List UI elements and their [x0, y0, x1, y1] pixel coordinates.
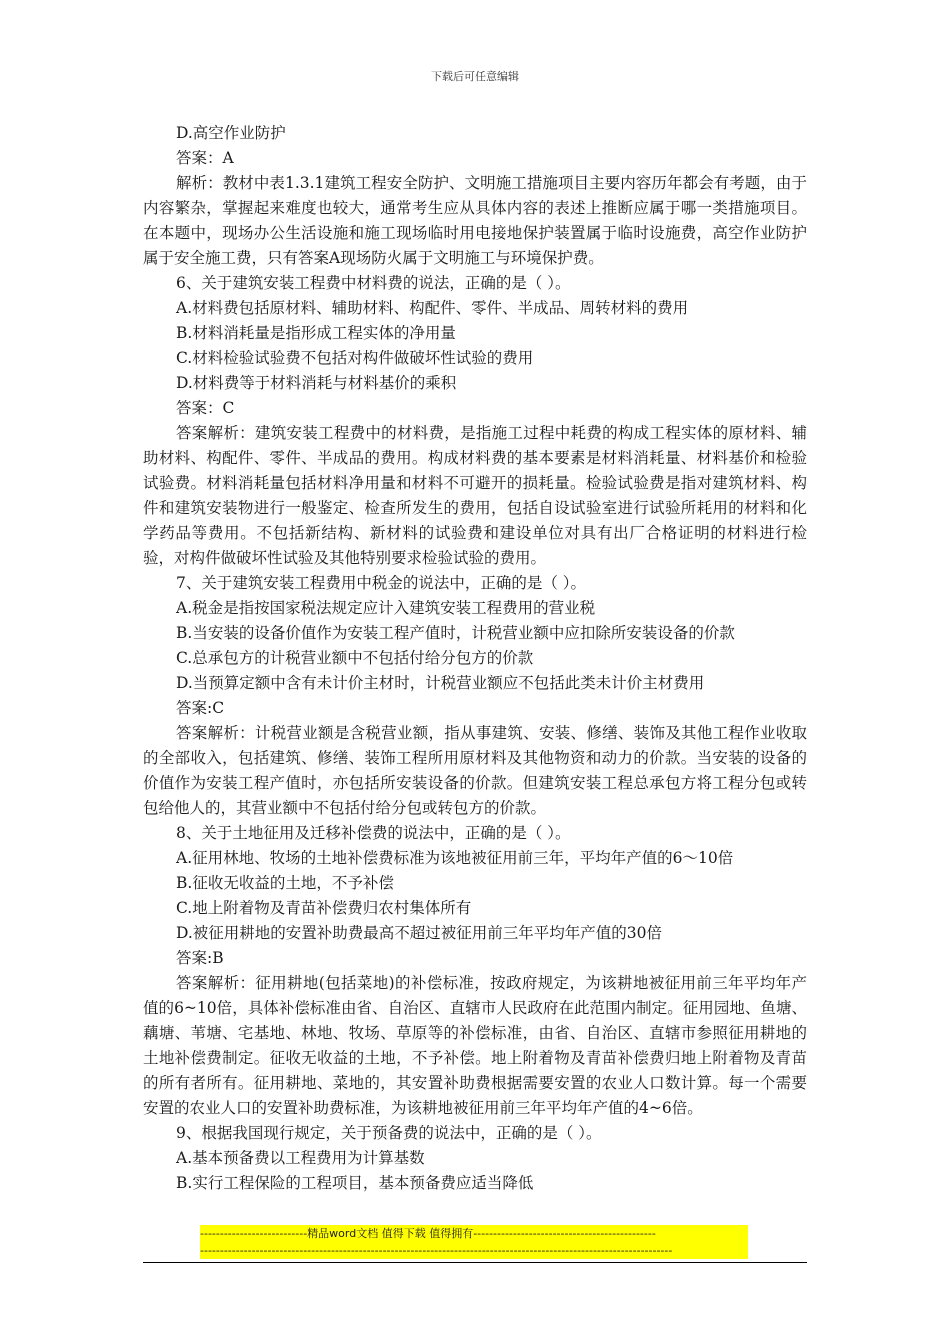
text-line: A.征用林地、牧场的土地补偿费标准为该地被征用前三年，平均年产值的6～10倍 [176, 849, 734, 867]
text-line: B.当安装的设备价值作为安装工程产值时，计税营业额中应扣除所安装设备的价款 [176, 624, 735, 642]
text-line: A.税金是指按国家税法规定应计入建筑安装工程费用的营业税 [176, 599, 596, 617]
banner-line-2: ----------------------------------------------------------------------------------------------------------------------- [200, 1244, 673, 1257]
text-line: 9、根据我国现行规定，关于预备费的说法中，正确的是（ ）。 [176, 1124, 602, 1142]
page-header: 下载后可任意编辑 [431, 70, 519, 83]
explanation-paragraph: 解析：教材中表1.3.1建筑工程安全防护、文明施工措施项目主要内容历年都会有考题，由于内容繁杂，掌握起来难度也较大，通常考生应从具体内容的表述上推断应属于哪一类措施项目。在本题中，现场办公生活设施和施工现场临时用电接地保护装置属于临时设施费，高空作业防护属于安全施工费，只有答案A现场防火属于文明施工与环境保护费。 [143, 174, 807, 267]
text-line: 答案:B [176, 949, 224, 967]
text-line: D.材料费等于材料消耗与材料基价的乘积 [176, 374, 457, 392]
text-line: 6、关于建筑安装工程费中材料费的说法，正确的是（ ）。 [176, 274, 571, 292]
text-line: A.基本预备费以工程费用为计算基数 [176, 1149, 425, 1167]
banner-line-1: ---------------------------精品word文档 值得下载 值得拥有---------------------------------------------- [200, 1227, 656, 1240]
text-line: D.当预算定额中含有未计价主材时，计税营业额应不包括此类未计价主材费用 [176, 674, 705, 692]
explanation-paragraph: 答案解析：计税营业额是含税营业额，指从事建筑、安装、修缮、装饰及其他工程作业收取的全部收入，包括建筑、修缮、装饰工程所用原材料及其他物资和动力的价款。当安装的设备的价值作为安装工程产值时，亦包括所安装设备的价款。但建筑安装工程总承包方将工程分包或转包给他人的，其营业额中不包括付给分包或转包方的价款。 [143, 724, 807, 817]
footer-rule [143, 1262, 807, 1263]
text-line: B.实行工程保险的工程项目，基本预备费应适当降低 [176, 1174, 534, 1192]
text-line: C.地上附着物及青苗补偿费归农村集体所有 [176, 899, 472, 917]
text-line: B.征收无收益的土地，不予补偿 [176, 874, 394, 892]
explanation-paragraph: 答案解析：征用耕地(包括菜地)的补偿标准，按政府规定，为该耕地被征用前三年平均年产值的6~10倍，具体补偿标准由省、自治区、直辖市人民政府在此范围内制定。征用园地、鱼塘、藕塘、苇塘、宅基地、林地、牧场、草原等的补偿标准，由省、自治区、直辖市参照征用耕地的土地补偿费制定。征收无收益的土地，不予补偿。地上附着物及青苗补偿费归地上附着物及青苗的所有者所有。征用耕地、菜地的，其安置补助费根据需要安置的农业人口数计算。每一个需要安置的农业人口的安置补助费标准，为该耕地被征用前三年平均年产值的4~6倍。 [143, 974, 807, 1117]
explanation-paragraph: 答案解析：建筑安装工程费中的材料费，是指施工过程中耗费的构成工程实体的原材料、辅助材料、构配件、零件、半成品的费用。构成材料费的基本要素是材料消耗量、材料基价和检验试验费。材料消耗量包括材料净用量和材料不可避开的损耗量。检验试验费是指对建筑材料、构件和建筑安装物进行一般鉴定、检查所发生的费用，包括自设试验室进行试验所耗用的材料和化学药品等费用。不包括新结构、新材料的试验费和建设单位对具有出厂合格证明的材料进行检验，对构件做破坏性试验及其他特别要求检验试验的费用。 [143, 424, 807, 567]
document-body [143, 121, 807, 1196]
text-line: B.材料消耗量是指形成工程实体的净用量 [176, 324, 456, 342]
promo-banner [200, 1225, 748, 1259]
text-line: 7、关于建筑安装工程费用中税金的说法中，正确的是（ ）。 [176, 574, 587, 592]
text-line: C.材料检验试验费不包括对构件做破坏性试验的费用 [176, 349, 534, 367]
text-line: 8、关于土地征用及迁移补偿费的说法中，正确的是（ ）。 [176, 824, 571, 842]
text-line: 答案：C [176, 399, 235, 417]
text-line: C.总承包方的计税营业额中不包括付给分包方的价款 [176, 649, 534, 667]
text-line: D.高空作业防护 [176, 124, 286, 142]
text-line: A.材料费包括原材料、辅助材料、构配件、零件、半成品、周转材料的费用 [176, 299, 689, 317]
text-line: 答案:C [176, 699, 225, 717]
text-line: 答案：A [176, 149, 234, 167]
text-line: D.被征用耕地的安置补助费最高不超过被征用前三年平均年产值的30倍 [176, 924, 663, 942]
